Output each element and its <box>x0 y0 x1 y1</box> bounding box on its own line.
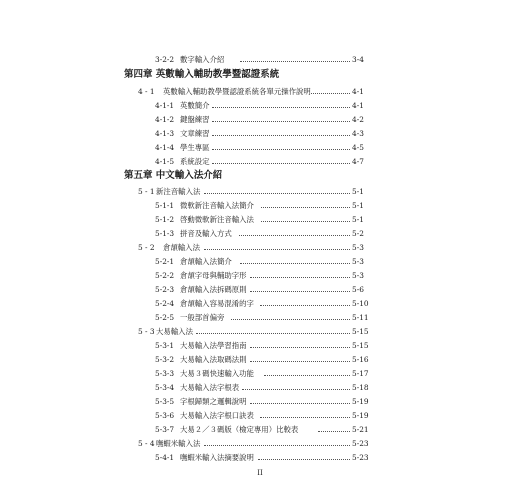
toc-entry-4-1-5 <box>0 155 520 168</box>
entry-page: 5-3 <box>352 257 364 266</box>
entry-number: 5-3-3 <box>155 369 175 378</box>
entry-page: 5-2 <box>352 229 364 238</box>
toc-entry-5-3-5 <box>0 395 520 408</box>
dot-leader <box>258 459 350 460</box>
toc-entry-5-3-7 <box>0 423 520 436</box>
entry-page: 5-10 <box>352 299 369 308</box>
entry-number: 5-1-2 <box>155 215 175 224</box>
entry-title: 一般部首偏旁 <box>180 313 225 322</box>
toc-entry-5-2-3 <box>0 283 520 296</box>
entry-title: 英數簡介 <box>180 101 210 110</box>
toc-entry-5-2-2 <box>0 269 520 282</box>
toc-entry-3-2-2 <box>0 53 520 66</box>
entry-title: 新注音輸入法 <box>156 187 201 196</box>
entry-title: 倉頡輸入法簡介 <box>180 257 232 266</box>
entry-page: 4-2 <box>352 115 364 124</box>
entry-number: 5-3-5 <box>155 397 175 406</box>
toc-entry-4-1-1 <box>0 99 520 112</box>
toc-entry-5-1 <box>0 185 520 198</box>
entry-page: 5-11 <box>352 313 369 322</box>
entry-number: 5 - 3 <box>138 327 155 336</box>
toc-entry-5-3 <box>0 325 520 338</box>
entry-title: 大易輸入法學習指南 <box>180 341 247 350</box>
entry-page: 5-19 <box>352 411 369 420</box>
entry-number: 5 - 1 <box>138 187 155 196</box>
entry-number: 4-1-5 <box>155 157 175 166</box>
entry-number: 5-2-5 <box>155 313 175 322</box>
entry-title: 嘸蝦米輸入法摘要說明 <box>180 453 254 462</box>
dot-leader <box>204 445 350 446</box>
entry-page: 5-18 <box>352 383 369 392</box>
entry-title: 倉頡輸入法 <box>163 243 200 252</box>
chapter-5-heading: 第五章 中文輸入法介紹 <box>124 170 223 181</box>
dot-leader <box>212 163 350 164</box>
dot-leader <box>250 347 350 348</box>
entry-page: 5-3 <box>352 243 364 252</box>
entry-title: 拼音及輸入方式 <box>180 229 232 238</box>
entry-title: 大易輸入法 <box>156 327 193 336</box>
toc-entry-4-1 <box>0 85 520 98</box>
entry-title: 大易輸入法字根口訣表 <box>180 411 254 420</box>
toc-entry-5-3-6 <box>0 409 520 422</box>
toc-entry-5-2-1 <box>0 255 520 268</box>
entry-number: 5-1-1 <box>155 201 175 210</box>
entry-title: 倉頡字母與輔助字形 <box>180 271 247 280</box>
entry-page: 3-4 <box>352 55 364 64</box>
entry-page: 5-23 <box>352 439 369 448</box>
entry-number: 5-2-4 <box>155 299 175 308</box>
entry-number: 5-1-3 <box>155 229 175 238</box>
entry-title: 系統設定 <box>180 157 210 166</box>
dot-leader <box>204 249 350 250</box>
dot-leader <box>212 107 350 108</box>
entry-page: 5-16 <box>352 355 369 364</box>
toc-entry-5-3-1 <box>0 339 520 352</box>
entry-page: 5-17 <box>352 369 369 378</box>
entry-title: 數字輸入介紹 <box>180 55 225 64</box>
dot-leader <box>318 431 350 432</box>
toc-entry-5-3-3 <box>0 367 520 380</box>
entry-title: 大易２／３碼版（檢定專用）比較表 <box>180 425 299 434</box>
dot-leader <box>240 61 350 62</box>
entry-page: 5-6 <box>352 285 364 294</box>
toc-entry-5-3-4 <box>0 381 520 394</box>
entry-page: 5-15 <box>352 327 369 336</box>
entry-number: 5-3-6 <box>155 411 175 420</box>
entry-page: 4-7 <box>352 157 364 166</box>
entry-title: 啓動微軟新注音輸入法 <box>180 215 254 224</box>
entry-title: 大易輸入法字根表 <box>180 383 240 392</box>
entry-title: 字根歸類之邏輯說明 <box>180 397 247 406</box>
dot-leader <box>260 305 350 306</box>
dot-leader <box>240 263 350 264</box>
dot-leader <box>264 375 350 376</box>
entry-title: 倉頡輸入法拆碼原則 <box>180 285 247 294</box>
dot-leader <box>242 389 350 390</box>
entry-number: 5-2-2 <box>155 271 175 280</box>
chapter-4-heading: 第四章 英數輸入輔助教學暨認證系統 <box>124 69 280 80</box>
dot-leader <box>311 93 350 94</box>
entry-number: 4-1-3 <box>155 129 175 138</box>
entry-number: 5-3-1 <box>155 341 175 350</box>
entry-number: 5-3-4 <box>155 383 175 392</box>
entry-number: 5 - 4 <box>138 439 155 448</box>
dot-leader <box>260 417 350 418</box>
entry-number: 5-2-3 <box>155 285 175 294</box>
entry-title: 倉頡輸入容易混淆的字 <box>180 299 254 308</box>
toc-entry-5-1-3 <box>0 227 520 240</box>
entry-page: 4-1 <box>352 101 364 110</box>
toc-entry-4-1-3 <box>0 127 520 140</box>
entry-number: 4-1-2 <box>155 115 175 124</box>
entry-page: 5-15 <box>352 341 369 350</box>
entry-page: 5-19 <box>352 397 369 406</box>
dot-leader <box>212 121 350 122</box>
entry-page: 5-1 <box>352 187 364 196</box>
entry-page: 5-23 <box>352 453 369 462</box>
toc-entry-5-1-2 <box>0 213 520 226</box>
entry-number: 5-2-1 <box>155 257 175 266</box>
entry-title: 大易輸入法取碼法則 <box>180 355 247 364</box>
dot-leader <box>261 221 350 222</box>
toc-entry-5-2-4 <box>0 297 520 310</box>
dot-leader <box>261 207 350 208</box>
entry-number: 4-1-4 <box>155 143 175 152</box>
entry-title: 嘸蝦米輸入法 <box>156 439 201 448</box>
entry-number: 4-1-1 <box>155 101 175 110</box>
entry-page: 5-1 <box>352 215 364 224</box>
toc-entry-5-2 <box>0 241 520 254</box>
dot-leader <box>250 361 350 362</box>
dot-leader <box>204 193 350 194</box>
toc-entry-5-4 <box>0 437 520 450</box>
entry-title: 英數輸入輔助教學暨認證系統各單元操作說明 <box>163 87 311 96</box>
entry-number: 5 - 2 <box>138 243 155 252</box>
entry-page: 5-3 <box>352 271 364 280</box>
toc-entry-5-4-1 <box>0 451 520 464</box>
entry-page: 5-1 <box>352 201 364 210</box>
page-number: II <box>257 469 263 477</box>
toc-entry-4-1-2 <box>0 113 520 126</box>
entry-page: 4-1 <box>352 87 364 96</box>
dot-leader <box>212 149 350 150</box>
toc-entry-5-1-1 <box>0 199 520 212</box>
entry-number: 5-4-1 <box>155 453 175 462</box>
dot-leader <box>239 235 350 236</box>
entry-number: 5-3-2 <box>155 355 175 364</box>
entry-title: 文章練習 <box>180 129 210 138</box>
entry-page: 4-3 <box>352 129 364 138</box>
entry-page: 4-5 <box>352 143 364 152</box>
dot-leader <box>196 333 350 334</box>
dot-leader <box>212 135 350 136</box>
entry-title: 微軟新注音輸入法簡介 <box>180 201 254 210</box>
entry-title: 大易３碼快速輸入功能 <box>180 369 254 378</box>
dot-leader <box>250 291 350 292</box>
entry-number: 3-2-2 <box>155 55 175 64</box>
entry-page: 5-21 <box>352 425 369 434</box>
entry-number: 5-3-7 <box>155 425 175 434</box>
dot-leader <box>231 319 350 320</box>
entry-title: 學生專區 <box>180 143 210 152</box>
toc-entry-5-2-5 <box>0 311 520 324</box>
entry-title: 鍵盤練習 <box>180 115 210 124</box>
entry-number: 4 - 1 <box>138 87 155 96</box>
toc-entry-5-3-2 <box>0 353 520 366</box>
toc-entry-4-1-4 <box>0 141 520 154</box>
dot-leader <box>250 277 350 278</box>
dot-leader <box>250 403 350 404</box>
